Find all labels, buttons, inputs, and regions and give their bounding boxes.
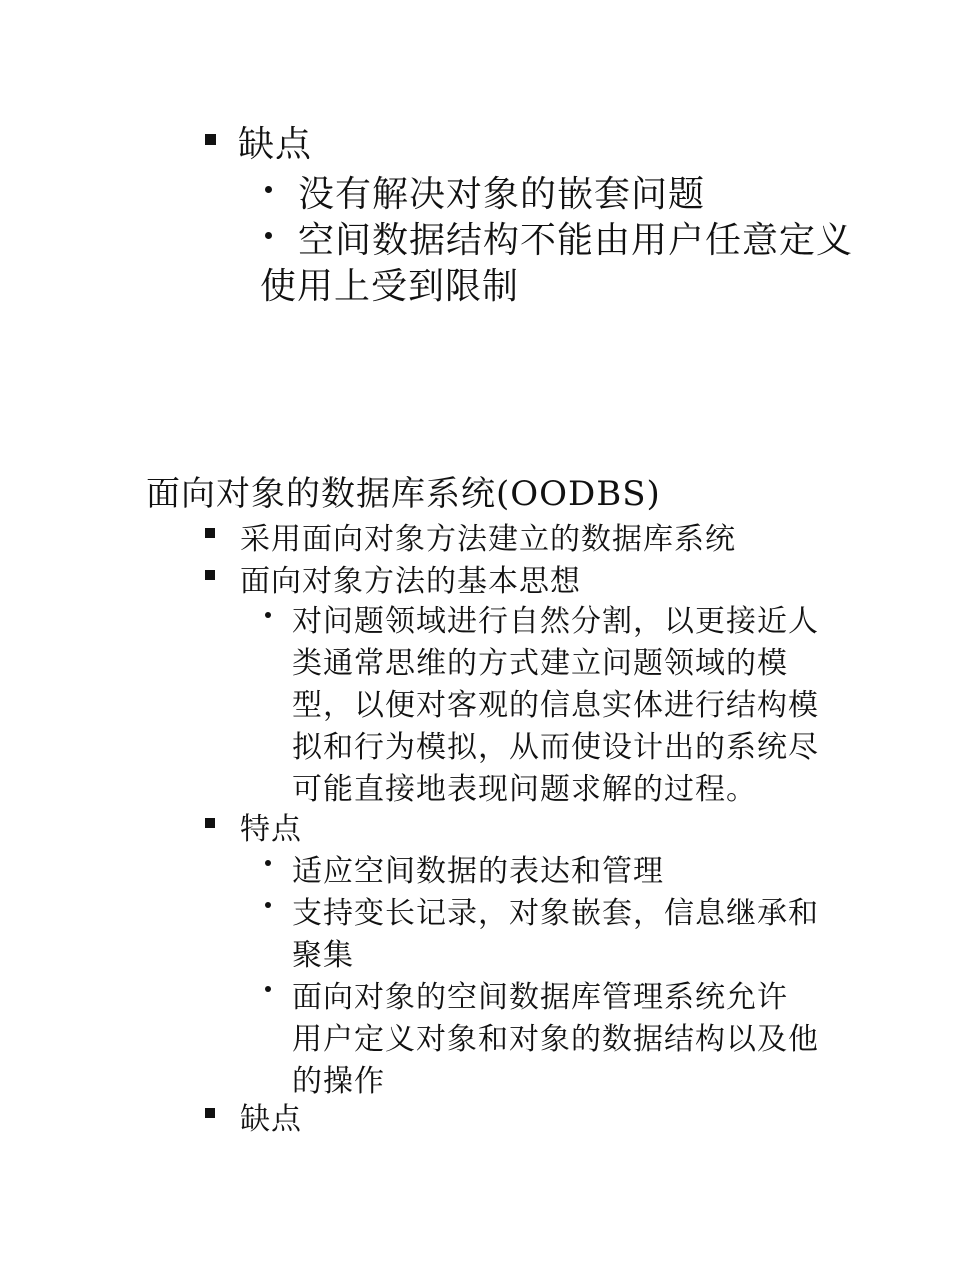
- item-label-disadvantages-top: 缺点: [238, 124, 313, 165]
- sub-item-structure-continuation: 使用上受到限制: [260, 266, 520, 307]
- bullet-dot-icon: [265, 186, 272, 193]
- item-definition: 采用面向对象方法建立的数据库系统: [240, 522, 736, 557]
- bullet-square-icon: [205, 818, 215, 828]
- item-disadvantages: 缺点: [240, 1102, 302, 1137]
- bullet-dot-icon: [265, 612, 271, 618]
- feature-line: 的操作: [292, 1064, 385, 1099]
- basic-idea-line: 可能直接地表现问题求解的过程。: [292, 772, 757, 807]
- sub-item-structure: 空间数据结构不能由用户任意定义: [298, 220, 854, 261]
- section-heading-oodbs: 面向对象的数据库系统(OODBS): [146, 474, 661, 514]
- basic-idea-line: 类通常思维的方式建立问题领域的模: [292, 646, 788, 681]
- bullet-square-icon: [205, 528, 215, 538]
- bullet-dot-icon: [265, 902, 271, 908]
- feature-line: 聚集: [292, 938, 354, 973]
- bullet-square-icon: [205, 1108, 215, 1118]
- sub-item-nesting: 没有解决对象的嵌套问题: [298, 174, 706, 215]
- bullet-dot-icon: [265, 986, 271, 992]
- basic-idea-line: 拟和行为模拟，从而使设计出的系统尽: [292, 730, 819, 765]
- feature-line: 支持变长记录，对象嵌套，信息继承和: [292, 896, 819, 931]
- basic-idea-line: 对问题领域进行自然分割，以更接近人: [292, 604, 819, 639]
- feature-line: 适应空间数据的表达和管理: [292, 854, 664, 889]
- basic-idea-line: 型，以便对客观的信息实体进行结构模: [292, 688, 819, 723]
- item-basic-idea: 面向对象方法的基本思想: [240, 564, 581, 599]
- bullet-square-icon: [205, 134, 216, 145]
- feature-line: 用户定义对象和对象的数据结构以及他: [292, 1022, 819, 1057]
- item-features: 特点: [240, 812, 302, 847]
- bullet-dot-icon: [265, 232, 272, 239]
- bullet-dot-icon: [265, 860, 271, 866]
- bullet-square-icon: [205, 570, 215, 580]
- feature-line: 面向对象的空间数据库管理系统允许: [292, 980, 788, 1015]
